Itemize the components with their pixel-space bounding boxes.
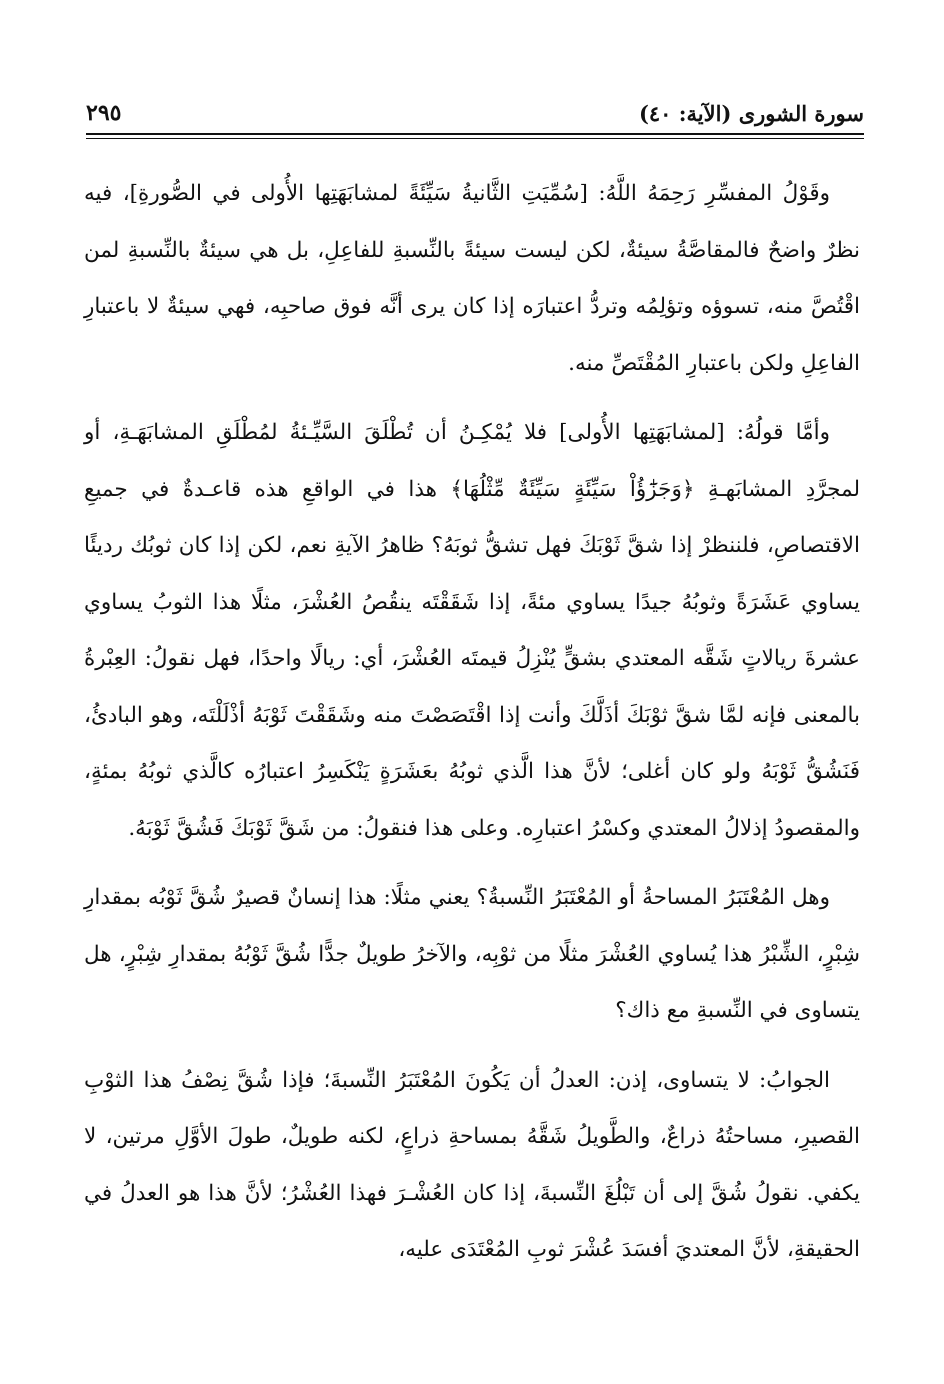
- paragraph: وأمَّا قولُهُ: [لمشابَهَتِها الأُولى] فلا يُمْكِـنُ أن تُطْلَقَ السَّيِّـئةُ لمُطْلَقِ المشابَهَـةِ، أو لمجرَّدِ المشابَهـةِ ﴿وَجَزَٰٓؤُاْ سَيِّئَةٍ سَيِّئَةٌ مِّثْلُهَا﴾ هذا في الواقعِ هذه قاعـدةٌ في جميعِ الاقتصاصِ، فلننظرْ إذا شقَّ ثَوْبَكَ فهل تشقُّ ثوبَهُ؟ ظاهرُ الآيةِ نعم، لكن إذا كان ثوبُك رديئًا يساوي عَشَرَةً وثوبُهُ جيدًا يساوي مئةً، إذا شَقَقْتَه ينقُصُ العُشْرَ، مثلًا هذا الثوبُ يساوي عشرةَ ريالاتٍ شَقَّه المعتدي بشقٍّ يُنْزِلُ قيمتَه العُشْرَ، أي: ريالًا واحدًا، فهل نقولُ: العِبْرةُ بالمعنى فإنه لمَّا شقَّ ثوْبَكَ أذَلَّكَ وأنت إذا اقْتَصَصْتَ منه وشَقَقْتَ ثَوْبَهُ أذْلَلْتَه، وهو البادئُ، فَنَشُقُّ ثَوْبَهُ ولو كان أغلى؛ لأنَّ هذا الَّذي ثوبُهُ بعَشَرَةٍ يَنْكَسِرُ اعتبارُه كالَّذي ثوبُهُ بمئةٍ، والمقصودُ إذلالُ المعتدي وكسْرُ اعتبارِه. وعلى هذا فنقولُ: من شَقَّ ثَوْبَكَ فَشُقَّ ثَوْبَهُ.: [84, 420, 861, 841]
- page-header: [86, 92, 864, 132]
- paragraph: وقَوْلُ المفسِّرِ رَحِمَهُ اللَّهُ: [سُمِّيَتِ الثَّانيةُ سَيِّئَةً لمشابَهَتِها الأُولى في الصُّورةِ]، فيه نظرٌ واضحٌ فالمقاصَّةُ سيئةٌ، لكن ليست سيئةً بالنِّسبةِ للفاعِلِ، بل هي سيئةٌ بالنِّسبةِ لمن اقْتُصَّ منه، تسوؤه وتؤلِمُه وتردُّ اعتبارَه إذا كان يرى أنَّه فوق صاحبِه، فهي سيئةٌ لا باعتبارِ الفاعِلِ ولكن باعتبارِ المُقْتَصِّ منه.: [84, 181, 860, 376]
- paragraph: وهل المُعْتَبَرُ المساحةُ أو المُعْتَبَرُ النِّسبةُ؟ يعني مثلًا: هذا إنسانٌ قصيرٌ شُقَّ ثَوْبُه بمقدارِ شِبْرٍ، الشِّبْرُ هذا يُساوي العُشْرَ مثلًا من ثوْبِه، والآخرُ طويلٌ جدًّا شُقَّ ثَوْبُهُ بمقدارِ شِبْرٍ، هل يتساوى في النِّسبةِ مع ذاك؟: [84, 885, 860, 1023]
- paragraph: الجوابُ: لا يتساوى، إذن: العدلُ أن يَكُونَ المُعْتَبَرُ النِّسبةَ؛ فإذا شُقَّ نِصْفُ هذا الثوْبِ القصيرِ، مساحتُهُ ذراعٌ، والطَّويلُ شَقَّهُ بمساحةِ ذراعٍ، لكنه طويلٌ، طولَ الأوَّلِ مرتين، لا يكفي. نقولُ شُقَّ إلى أن تَبْلُغَ النِّسبةَ، إذا كان العُشْـرَ فهذا العُشْرُ؛ لأنَّ هذا هو العدلُ في الحقيقةِ، لأنَّ المعتديَ أفسَدَ عُشْرَ ثوبِ المُعْتَدَى عليه،: [84, 1067, 860, 1262]
- running-title: سورة الشورى (الآية: ٤٠): [638, 101, 864, 126]
- page-number: ٢٩٥: [86, 100, 122, 126]
- page-body: [84, 166, 860, 1292]
- header-rule: [86, 133, 864, 139]
